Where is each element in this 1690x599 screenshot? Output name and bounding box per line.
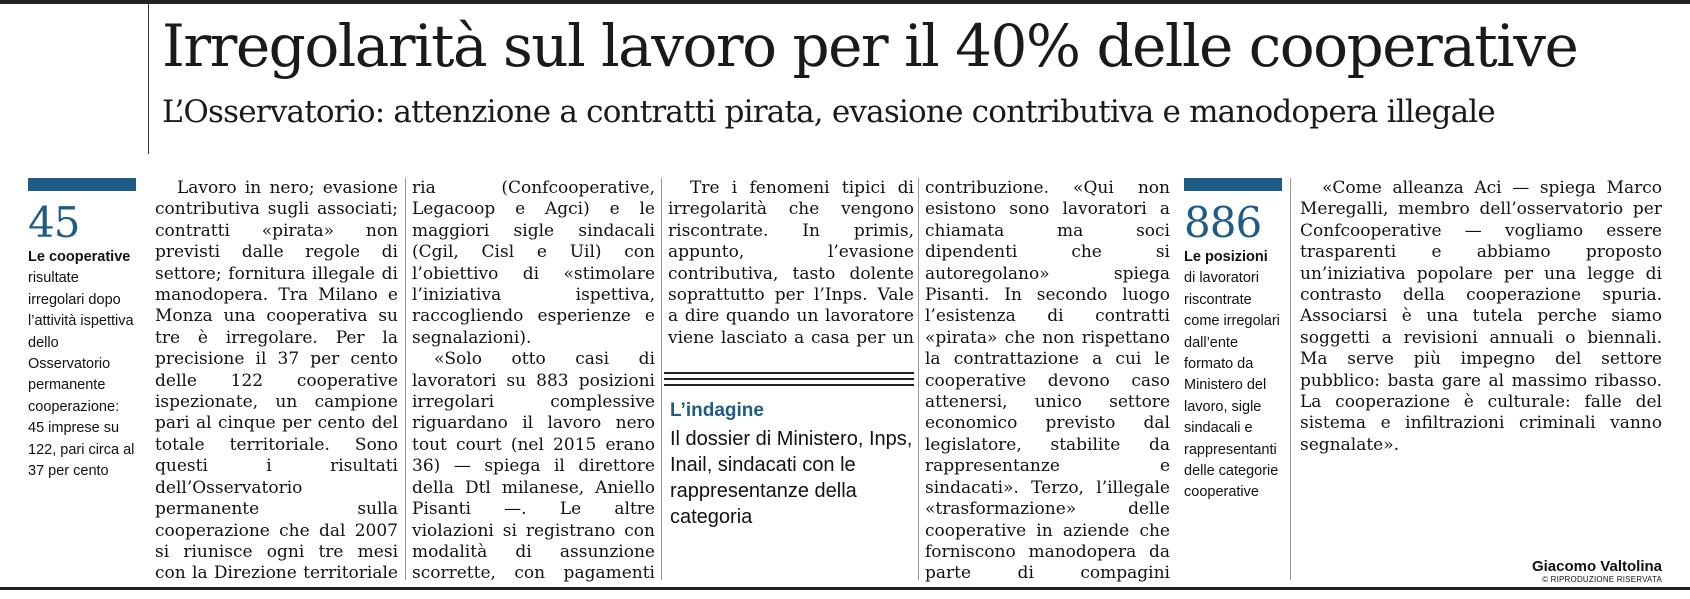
sidebar-lead: Le cooperative xyxy=(28,249,131,265)
sidebar-text xyxy=(28,247,136,482)
sidebar-text xyxy=(1184,247,1282,504)
box-title: L’indagine xyxy=(670,400,764,421)
sidebar-lead: Le posizioni xyxy=(1184,249,1268,265)
sidebar-body: di lavoratori riscontrate come irregolari dall’ente formato da Ministero del lavoro, sigle sindacali e rappresentanti delle categorie cooperative xyxy=(1184,270,1280,501)
column-divider xyxy=(1290,178,1291,580)
bottom-rule xyxy=(0,587,1690,590)
article-column-4 xyxy=(925,178,1170,582)
sidebar-right xyxy=(1184,178,1282,504)
sidebar-accent-bar xyxy=(28,178,136,191)
box-rule xyxy=(664,378,914,380)
box-rule xyxy=(664,384,914,386)
article-column-5 xyxy=(1300,178,1662,538)
sidebar-left xyxy=(28,178,136,482)
sidebar-number: 45 xyxy=(28,198,80,247)
paragraph: «Solo otto casi di lavoratori su 883 posizioni irregolari complessive riguardano il lavoro nero tout court (nel 2015 erano 36) — spiega il direttore della Dtl milanese, Aniello Pisanti —. Le altre violazioni si registrano con modalità di assunzione scorrette, con pagamenti xyxy=(412,349,655,582)
paragraph: ria (Confcooperative, Legacoop e Agci) e le maggiori sigle sindacali (Cgil, Cisl e Uil) con l’obiettivo di «stimolare l’iniziativa ispettiva, raccogliendo esperienze e segnalazioni). xyxy=(412,178,655,348)
box-rule xyxy=(664,372,914,374)
box-text: Il dossier di Ministero, Inps, Inail, sindacati con le rappresentanze della categoria xyxy=(670,428,913,528)
sidebar-accent-bar xyxy=(1184,178,1282,191)
article-column-1 xyxy=(155,178,398,582)
column-divider xyxy=(918,178,919,580)
article-column-2 xyxy=(412,178,655,582)
top-rule xyxy=(0,0,1690,4)
paragraph: Lavoro in nero; evasione contributiva sugli associati; contratti «pirata» non previsti dalle regole di settore; fornitura illegale di manodopera. Tra Milano e Monza una cooperativa su tre è irregolare. Per la precisione il 37 per cento delle 122 cooperative ispezionate, un campione pari al cinque per cento del totale territoriale. Sono questi i risultati dell’Osservatorio permanente sulla cooperazione che dal 2007 si riunisce ogni tre mesi con la Direzione territoriale xyxy=(155,178,398,582)
headline: Irregolarità sul lavoro per il 40% delle cooperative xyxy=(162,12,1578,80)
paragraph: Tre i fenomeni tipici di irregolarità che vengono riscontrate. In primis, appunto, l’evasione contributiva, tasto dolente soprattutto per l’Inps. Vale a dire quando un lavoratore viene lasciato a casa per un xyxy=(668,178,914,348)
byline: Giacomo Valtolina xyxy=(1531,558,1662,575)
paragraph: «Come alleanza Aci — spiega Marco Meregalli, membro dell’osservatorio per Confcooperative — vogliamo essere trasparenti e abbiamo proposto un’iniziativa popolare per una legge di contrasto della cooperazione spuria. Associarsi è una tutela perche siamo soggetti a revisioni annuali o biennali. Ma serve più impegno del settore pubblico: basta gare al massimo ribasso. La cooperazione è culturale: falle del sistema e infiltrazioni criminali vanno segnalate». xyxy=(1300,178,1662,455)
sidebar-body: risultate irregolari dopo l’attività ispettiva dello Osservatorio permanente cooperazione: 45 imprese su 122, pari circa al 37 per cento xyxy=(28,270,135,480)
sidebar-number: 886 xyxy=(1184,198,1262,247)
paragraph: contribuzione. «Qui non esistono sono lavoratori a chiamata ma soci dipendenti che si autoregolano» spiega Pisanti. In secondo luogo l’esistenza di contratti «pirata» che non rispettano la contrattazione a cui le cooperative devono caso attenersi, unico settore economico previsto dal legislatore, stabilite da rappresentanze e sindacati». Terzo, l’illegale «trasformazione» delle cooperative in aziende che forniscono manodopera da parte di compagini xyxy=(925,178,1170,582)
header-divider xyxy=(148,4,149,154)
copyright-notice: © RIPRODUZIONE RISERVATA xyxy=(1542,575,1662,584)
subheadline: L’Osservatorio: attenzione a contratti pirata, evasione contributiva e manodopera illegale xyxy=(162,94,1495,130)
column-divider xyxy=(661,178,662,580)
column-divider xyxy=(405,178,406,580)
article-column-3 xyxy=(668,178,914,350)
